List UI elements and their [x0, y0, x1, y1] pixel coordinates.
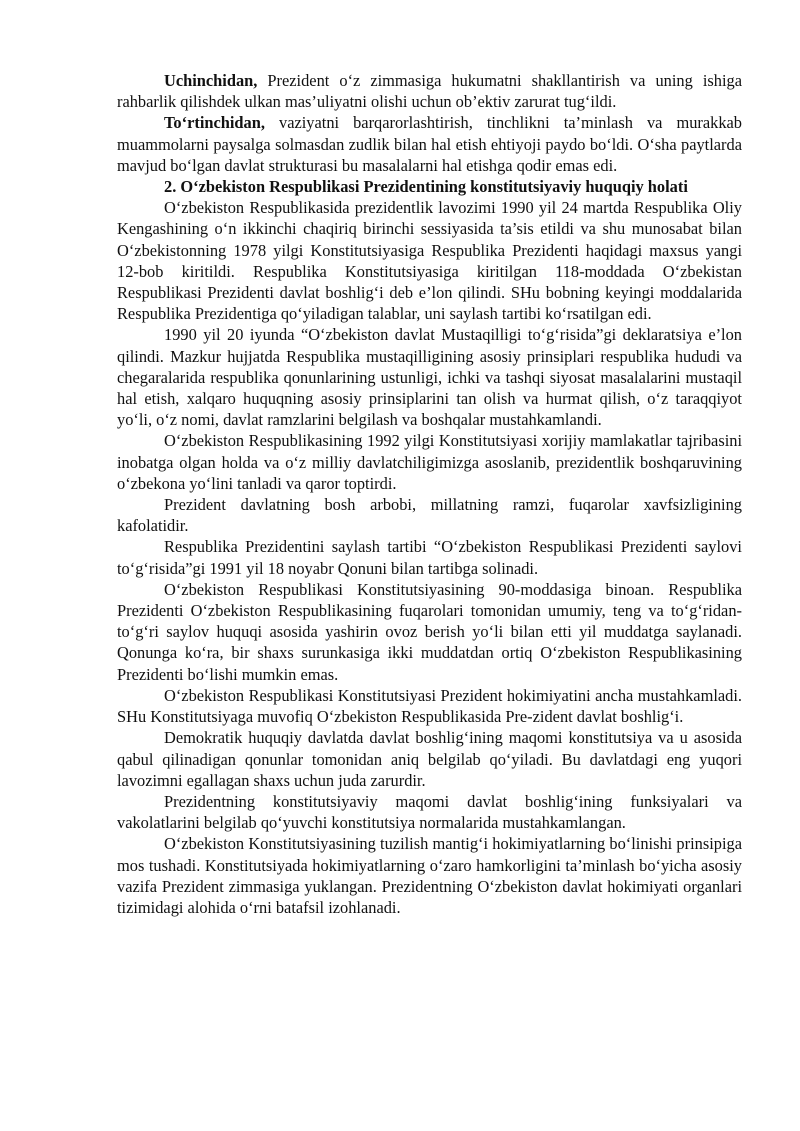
- paragraph-lead: Uchinchidan,: [164, 71, 258, 90]
- body-paragraph: O‘zbekiston Respublikasining 1992 yilgi Konstitutsiyasi xorijiy mamlakatlar tajribasini inobatga olgan holda va o‘z milliy davlatchiligimizga asoslanib, prezidentlik boshqaruvining o‘zbekona yo‘lini tanladi va qaror toptirdi.: [117, 431, 742, 493]
- body-paragraph: Respublika Prezidentini saylash tartibi “O‘zbekiston Respublikasi Prezidenti saylovi to‘g‘risida”gi 1991 yil 18 noyabr Qonuni bilan tartibga solinadi.: [117, 537, 742, 578]
- body-paragraph: Demokratik huquqiy davlatda davlat boshlig‘ining maqomi konstitutsiya va u asosida qabul qilinadigan qonunlar tomonidan aniq belgilab qo‘yiladi. Bu davlatdagi eng yuqori lavozimni egallagan shaxs uchun juda zarurdir.: [117, 728, 742, 790]
- section-heading: 2. O‘zbekiston Respublikasi Prezidentining konstitutsiyaviy huquqiy holati: [164, 177, 688, 197]
- paragraph-tortinchidan: [117, 112, 742, 176]
- body-paragraph: 1990 yil 20 iyunda “O‘zbekiston davlat Mustaqilligi to‘g‘risida”gi deklaratsiya e’lon qilindi. Mazkur hujjatda Respublika mustaqilligining asosiy prinsiplari respublika hududi va chegaralarida respublika qonunlarining ustunligi, ichki va tashqi siyosat masalalarini mustaqil hal etish, xalqaro huquqning asosiy prinsiplarini tan olish va hurmat qilish, o‘z taraqqiyot yo‘li, o‘z nomi, davlat ramzlarini belgilash va boshqalar mustahkamlandi.: [117, 325, 742, 430]
- body-paragraph: O‘zbekiston Respublikasida prezidentlik lavozimi 1990 yil 24 martda Respublika Oliy Kengashining o‘n ikkinchi chaqiriq birinchi sessiyasida ta’sis etildi va shu munosabat bilan O‘zbekistonning 1978 yilgi Konstitutsiyasiga Respublika Prezidenti haqidagi maxsus yangi 12-bob kiritildi. Respublika Konstitutsiyasiga kiritilgan 118-moddada O‘zbekistan Respublikasi Prezidenti davlat boshlig‘i deb e’lon qilindi. SHu bobning keyingi moddalarida Respublika Prezidentiga qo‘yiladigan talablar, uni saylash tartibi ko‘rsatilgan edi.: [117, 198, 742, 324]
- paragraph-lead: To‘rtinchidan,: [164, 113, 265, 133]
- body-paragraph: Prezidentning konstitutsiyaviy maqomi davlat boshlig‘ining funksiyalari va vakolatlarini belgilab qo‘yuvchi konstitutsiya normalarida mustahkamlangan.: [117, 791, 742, 833]
- body-paragraph: O‘zbekiston Konstitutsiyasining tuzilish mantig‘i hokimiyatlarning bo‘linishi prinsipiga mos tushadi. Konstitutsiyada hokimiyatlarning o‘zaro hamkorligini ta’minlash bo‘yicha asosiy vazifa Prezident zimmasiga yuklangan. Prezidentning O‘zbekiston davlat hokimiyati organlari tizimidagi alohida o‘rni batafsil izohlanadi.: [117, 834, 742, 917]
- body-paragraph: O‘zbekiston Respublikasi Konstitutsiyasi Prezident hokimiyatini ancha mustahkamladi. SHu Konstitutsiyaga muvofiq O‘zbekiston Respublikasida Pre-zident davlat boshlig‘i.: [117, 685, 742, 727]
- body-paragraph: Prezident davlatning bosh arbobi, millatning ramzi, fuqarolar xavfsizligining kafolatidir.: [117, 495, 742, 536]
- paragraph-uchinchidan: [117, 70, 742, 112]
- body-paragraph: O‘zbekiston Respublikasi Konstitutsiyasining 90-moddasiga binoan. Respublika Prezidenti O‘zbekiston Respublikasining fuqarolari tomonidan umumiy, teng va to‘g‘ridan-to‘g‘ri saylov huquqi asosida yashirin ovoz berish yo‘li bilan etti yil muddatga saylanadi. Qonunga ko‘ra, bir shaxs surunkasiga ikki muddatdan ortiq O‘zbekiston Respublikasining Prezidenti bo‘lishi mumkin emas.: [117, 579, 742, 684]
- paragraph-text: Prezident o‘z zimmasiga hukumatni shakllantirish va uning ishiga rahbarlik qilishdek ulkan mas’uliyatni olishi uchun ob’ektiv zarurat tug‘ildi.: [117, 71, 742, 112]
- paragraph-text: vaziyatni barqarorlashtirish, tinchlikni ta’minlash va murakkab muammolarni paysalga solmasdan zudlik bilan hal etish ehtiyoji paydo bo‘ldi. O‘sha paytlarda mavjud bo‘lgan davlat strukturasi bu masalalarni hal etishga qodir emas edi.: [117, 113, 742, 175]
- document-page: [117, 70, 742, 918]
